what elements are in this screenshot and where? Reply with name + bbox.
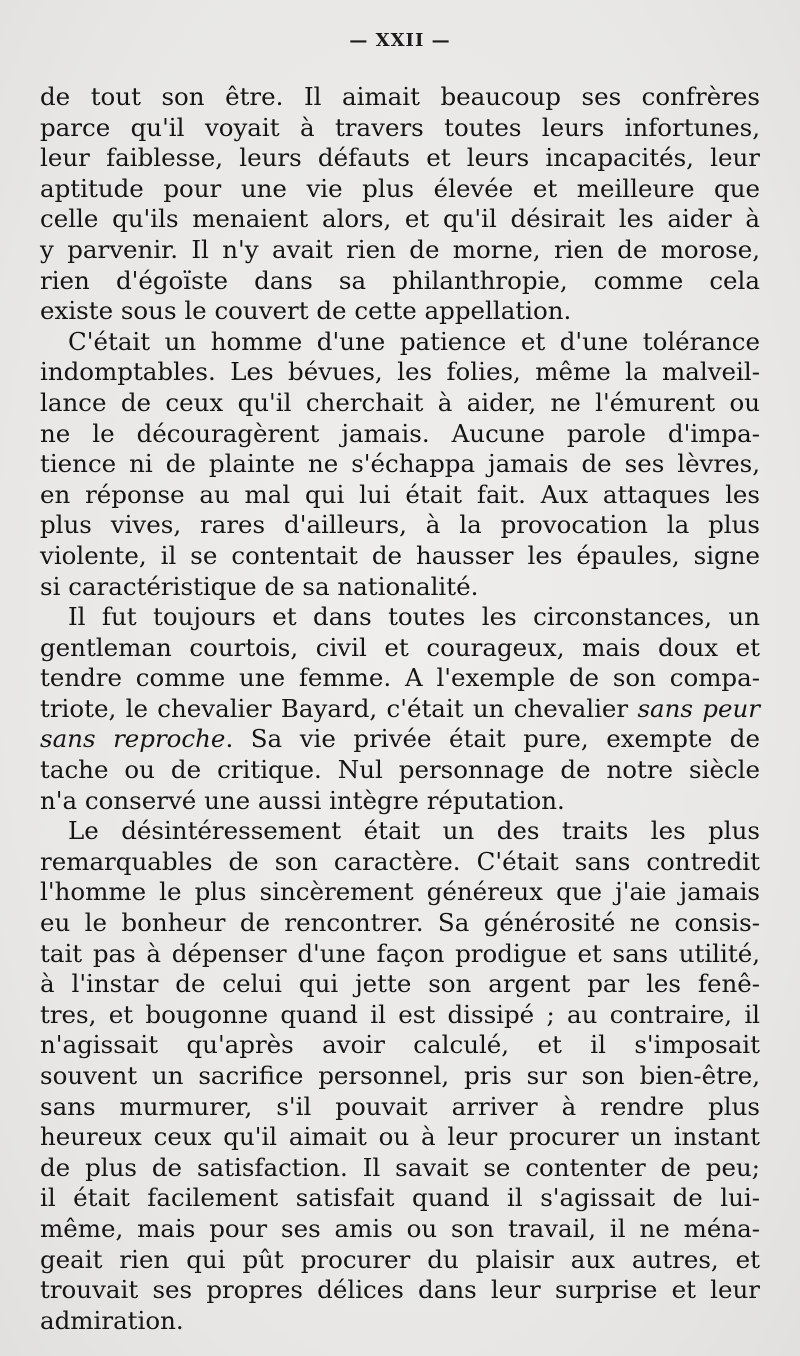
text-line: tres, et bougonne quand il est dissipé ; au contraire, il — [40, 999, 760, 1029]
text-fragment: triote, le chevalier Bayard, c'était un chevalier — [40, 693, 638, 723]
paragraph-start-line: Le désintéressement était un des traits les plus — [68, 816, 760, 846]
text-line: heureux ceux qu'il aimait ou à leur procurer un instant — [40, 1122, 760, 1152]
text-line: eu le bonheur de rencontrer. Sa générosité ne consis- — [40, 908, 760, 938]
text-line: geait rien qui pût procurer du plaisir aux autres, et — [40, 1244, 760, 1274]
text-line: même, mais pour ses amis ou son travail, il ne ména- — [40, 1213, 760, 1243]
text-line: tache ou de critique. Nul personnage de notre siècle — [40, 755, 760, 785]
text-line: parce qu'il voyait à travers toutes leurs infortunes, — [40, 112, 760, 142]
text-line: ne le découragèrent jamais. Aucune parole d'impa- — [40, 418, 760, 448]
text-line: celle qu'ils menaient alors, et qu'il désirait les aider à — [40, 204, 760, 234]
text-line: aptitude pour une vie plus élevée et meilleure que — [40, 173, 760, 203]
text-line: sans murmurer, s'il pouvait arriver à rendre plus — [40, 1091, 760, 1121]
text-line: l'homme le plus sincèrement généreux que j'aie jamais — [40, 877, 760, 907]
italic-fragment: sans reproche — [40, 724, 226, 754]
text-line: de plus de satisfaction. Il savait se contenter de peu; — [40, 1152, 760, 1182]
text-line: n'a conservé une aussi intègre réputation. — [40, 785, 565, 815]
text-line: rien d'égoïste dans sa philanthropie, comme cela — [40, 265, 760, 295]
text-line: de tout son être. Il aimait beaucoup ses confrères — [40, 82, 760, 111]
text-line: tience ni de plainte ne s'échappa jamais de ses lèvres, — [40, 449, 760, 479]
text-line: il était facilement satisfait quand il s'agissait de lui- — [40, 1183, 760, 1213]
text-line: plus vives, rares d'ailleurs, à la provocation la plus — [40, 510, 760, 540]
text-line-with-italic — [40, 724, 760, 755]
text-line-with-italic — [40, 694, 760, 725]
text-fragment: . Sa vie privée était pure, exempte de — [225, 724, 760, 754]
text-line: leur faiblesse, leurs défauts et leurs incapacités, leur — [40, 143, 760, 173]
text-line: remarquables de son caractère. C'était sans contredit — [40, 846, 760, 876]
text-line: existe sous le couvert de cette appellation. — [40, 296, 572, 326]
body-text — [40, 82, 760, 1336]
text-line: tait pas à dépenser d'une façon prodigue et sans utilité, — [40, 938, 760, 968]
page-number: — XXII — — [349, 30, 451, 51]
text-line: si caractéristique de sa nationalité. — [40, 571, 479, 601]
text-line: trouvait ses propres délices dans leur surprise et leur — [40, 1275, 760, 1305]
text-line: admiration. — [40, 1305, 184, 1335]
italic-fragment: sans peur — [637, 693, 760, 723]
text-line: en réponse au mal qui lui était fait. Aux attaques les — [40, 479, 760, 509]
paragraph-start-line: C'était un homme d'une patience et d'une tolérance — [68, 326, 760, 356]
text-line: souvent un sacrifice personnel, pris sur son bien-être, — [40, 1061, 760, 1090]
paragraph-start-line: Il fut toujours et dans toutes les circonstances, un — [68, 602, 760, 632]
text-line: indomptables. Les bévues, les folies, même la malveil- — [40, 357, 760, 387]
text-line: lance de ceux qu'il cherchait à aider, ne l'émurent ou — [40, 387, 760, 417]
text-line: n'agissait qu'après avoir calculé, et il s'imposait — [40, 1030, 760, 1060]
text-line: violente, il se contentait de hausser les épaules, signe — [40, 540, 760, 570]
text-line: gentleman courtois, civil et courageux, mais doux et — [40, 632, 760, 662]
text-line: à l'instar de celui qui jette son argent par les fenê- — [40, 969, 760, 999]
text-line: tendre comme une femme. A l'exemple de son compa- — [40, 663, 760, 693]
text-line: y parvenir. Il n'y avait rien de morne, rien de morose, — [40, 234, 760, 264]
